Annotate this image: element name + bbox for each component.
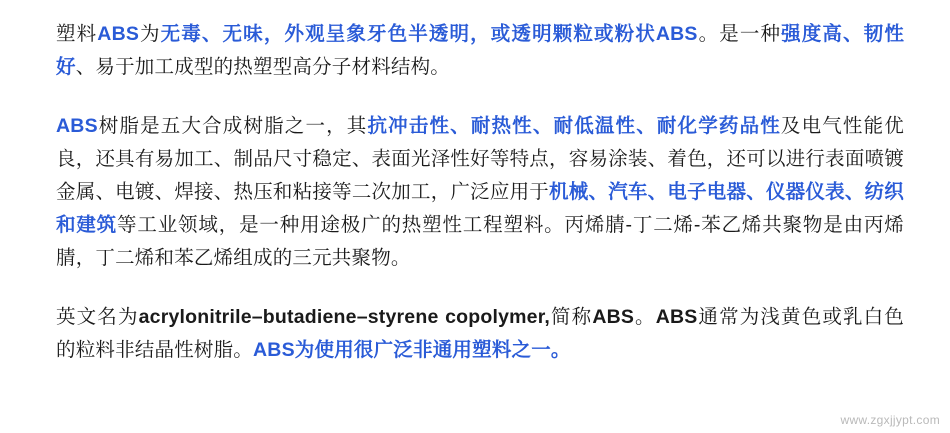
p1-keyword-abs: ABS — [97, 23, 140, 45]
p1-text-1: 塑料 — [56, 23, 98, 45]
p2-text-1: 树脂是五大合成树脂之一，其 — [97, 115, 368, 137]
paragraph-3 — [56, 301, 904, 367]
p3-highlight-plastic: 非通用塑料之一。 — [413, 339, 571, 361]
p1-highlight-properties: 无毒、无味，外观呈象牙色半透明，或透明颗粒或粉状ABS — [160, 23, 698, 45]
p2-text-2: 及电气性能优良，还具有易加工、制品尺寸稳定、表面光泽性好等特点，容易涂装、着色，还可以进行表面喷镀金属、电镀、焊接、热压和粘接等二次加工，广泛应用于 — [56, 115, 904, 203]
p2-keyword-abs: ABS — [56, 115, 98, 137]
p3-text-3: 。 — [634, 306, 656, 328]
p1-text-4: 、易于加工成型的热塑型高分子材料结构。 — [75, 56, 451, 78]
p3-abbrev-abs: ABS — [592, 306, 635, 328]
p3-text-1: 英文名为 — [56, 306, 139, 328]
p1-text-2: 为 — [139, 23, 161, 45]
p1-text-3: 。是一种 — [697, 23, 782, 45]
p3-text-2: 简称 — [550, 306, 593, 328]
watermark-url: www.zgxjjypt.com — [840, 413, 940, 427]
p3-english-name: acrylonitrile–butadiene–styrene copolymer, — [138, 306, 551, 328]
p2-text-3: 等工业领域，是一种用途极广的热塑性工程塑料。丙烯腈-丁二烯-苯乙烯共聚物是由丙烯腈，丁二烯和苯乙烯组成的三元共聚物。 — [56, 214, 904, 269]
p3-highlight-abs: ABS — [253, 339, 295, 361]
p3-text-4: 通常为浅黄色或乳白色的粒料非结晶性树脂。 — [56, 306, 904, 361]
p3-keyword-abs: ABS — [655, 306, 698, 328]
p3-highlight-wide: 很广泛 — [353, 339, 414, 361]
p2-highlight-industries: 机械、汽车、电子电器、仪器仪表、纺织和建筑 — [56, 181, 904, 236]
paragraph-1 — [56, 18, 904, 84]
p3-highlight-usage: 为使用 — [294, 339, 354, 361]
paragraph-2 — [56, 110, 904, 275]
p2-highlight-resistance: 抗冲击性、耐热性、耐低温性、耐化学药品性 — [367, 115, 781, 137]
p1-highlight-strength: 强度高、韧性好 — [56, 23, 905, 78]
